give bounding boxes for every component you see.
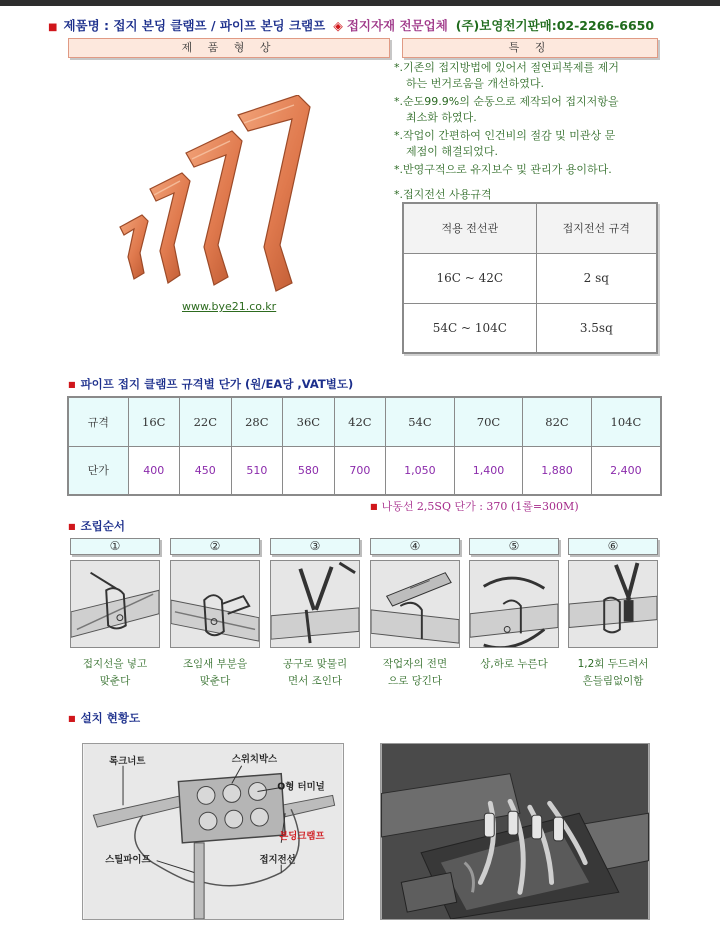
spec-row-label: 규격	[68, 397, 128, 446]
label-ground-wire: 접지전선	[259, 854, 296, 866]
header-cell: 접지전선 규격	[536, 203, 657, 253]
clamp-small	[120, 215, 148, 279]
table-cell: 16C ~ 42C	[403, 253, 536, 303]
label-steel-pipe: 스틸파이프	[105, 854, 151, 866]
step-illustration	[270, 560, 360, 648]
assembly-step-3	[270, 538, 360, 690]
label-terminal: O형 터미널	[277, 781, 325, 793]
step-number: ③	[270, 538, 360, 555]
features-list	[394, 60, 694, 180]
step-caption: 접지선을 넣고 맞춘다	[82, 658, 148, 687]
price-cell: 400	[128, 446, 180, 495]
assembly-section-title: ■ 조립순서	[68, 519, 125, 533]
step-number: ④	[370, 538, 460, 555]
price-cell: 510	[231, 446, 283, 495]
price-cell: 1,880	[523, 446, 592, 495]
step-illustration	[370, 560, 460, 648]
step-illustration	[170, 560, 260, 648]
header-cell: 적용 전선관	[403, 203, 536, 253]
assembly-step-6	[568, 538, 658, 690]
price-section-title: ■ 파이프 접지 클램프 규격별 단가 (원/EA당 ,VAT별도)	[68, 377, 354, 391]
step-number: ②	[170, 538, 260, 555]
table-cell: 2 sq	[536, 253, 657, 303]
spec-cell: 104C	[591, 397, 661, 446]
wire-price-note: ■ 나동선 2,5SQ 단가 : 370 (1롤=300M)	[370, 500, 579, 513]
step-caption: 공구로 맞물리 면서 조인다	[282, 658, 348, 687]
spec-cell: 16C	[128, 397, 180, 446]
assembly-step-5	[469, 538, 559, 673]
label-switchbox: 스위치박스	[231, 753, 278, 765]
table-header-row	[403, 203, 657, 253]
table-cell: 54C ~ 104C	[403, 303, 536, 353]
price-row	[68, 446, 661, 495]
clamp-product-image	[110, 95, 340, 295]
assembly-step-2	[170, 538, 260, 690]
top-bar	[0, 0, 720, 6]
spec-cell: 42C	[334, 397, 386, 446]
square-bullet-icon: ■	[370, 502, 378, 511]
step-number: ⑥	[568, 538, 658, 555]
feature-item: *.기존의 접지방법에 있어서 절연피복제를 제거 하는 번거로움을 개선하였다.	[394, 61, 619, 90]
step-number: ①	[70, 538, 160, 555]
spec-table-label: *.접지전선 사용규격	[394, 188, 492, 201]
assembly-step-1	[70, 538, 160, 690]
step-caption: 조임새 부분을 맞춘다	[182, 658, 248, 687]
feature-item: *.순도99.9%의 순동으로 제작되어 접지저항을 최소화 하였다.	[394, 95, 619, 124]
price-table	[67, 396, 662, 496]
spec-cell: 36C	[283, 397, 335, 446]
price-cell: 580	[283, 446, 335, 495]
step-number: ⑤	[469, 538, 559, 555]
step-illustration	[568, 560, 658, 648]
square-bullet-icon: ■	[68, 522, 76, 531]
price-cell: 2,400	[591, 446, 661, 495]
specialty-label	[333, 18, 448, 33]
feature-item: *.작업이 간편하여 인건비의 절감 및 미관상 문 제점이 해결되었다.	[394, 129, 616, 158]
shape-header: 제 품 형 상	[68, 38, 390, 58]
spec-cell: 82C	[523, 397, 592, 446]
page-title	[48, 16, 654, 34]
feature-item: *.반영구적으로 유지보수 및 관리가 용이하다.	[394, 163, 612, 176]
table-row	[403, 303, 657, 353]
spec-row	[68, 397, 661, 446]
price-cell: 1,050	[386, 446, 455, 495]
table-row	[403, 253, 657, 303]
label-bonding-clamp: 본딩크램프	[279, 830, 325, 842]
installation-section-title: ■ 설치 현황도	[68, 711, 141, 725]
step-illustration	[70, 560, 160, 648]
step-caption: 1,2회 두드려서 흔들림없이함	[577, 658, 649, 687]
table-cell: 3.5sq	[536, 303, 657, 353]
clamp-xlarge	[238, 95, 310, 291]
specialty-text: 접지자재 전문업체	[346, 18, 448, 33]
features-header: 특 징	[402, 38, 658, 58]
price-cell: 1,400	[454, 446, 523, 495]
spec-cell: 70C	[454, 397, 523, 446]
price-row-label: 단가	[68, 446, 128, 495]
spec-cell: 54C	[386, 397, 455, 446]
step-illustration	[469, 560, 559, 648]
ground-wire-spec-table	[402, 202, 658, 354]
square-bullet-icon: ■	[48, 22, 58, 33]
step-caption: 상,하로 누른다	[480, 658, 548, 670]
square-bullet-icon: ■	[68, 380, 76, 389]
price-cell: 700	[334, 446, 386, 495]
clamp-large	[186, 131, 242, 285]
clamp-medium	[150, 173, 190, 283]
spec-cell: 28C	[231, 397, 283, 446]
diamond-icon: ◈	[333, 18, 343, 33]
assembly-step-4	[370, 538, 460, 690]
price-cell: 450	[180, 446, 232, 495]
spec-cell: 22C	[180, 397, 232, 446]
installation-photo	[380, 743, 650, 920]
installation-diagram	[82, 743, 344, 920]
product-name: 제품명 : 접지 본딩 클램프 / 파이프 본딩 크램프	[63, 18, 326, 33]
label-locknut: 록크너트	[109, 755, 146, 767]
step-caption: 작업자의 전면 으로 당긴다	[382, 658, 448, 687]
website-link[interactable]: www.bye21.co.kr	[182, 300, 277, 313]
company-contact: (주)보영전기판매:02-2266-6650	[455, 18, 655, 33]
square-bullet-icon: ■	[68, 714, 76, 723]
